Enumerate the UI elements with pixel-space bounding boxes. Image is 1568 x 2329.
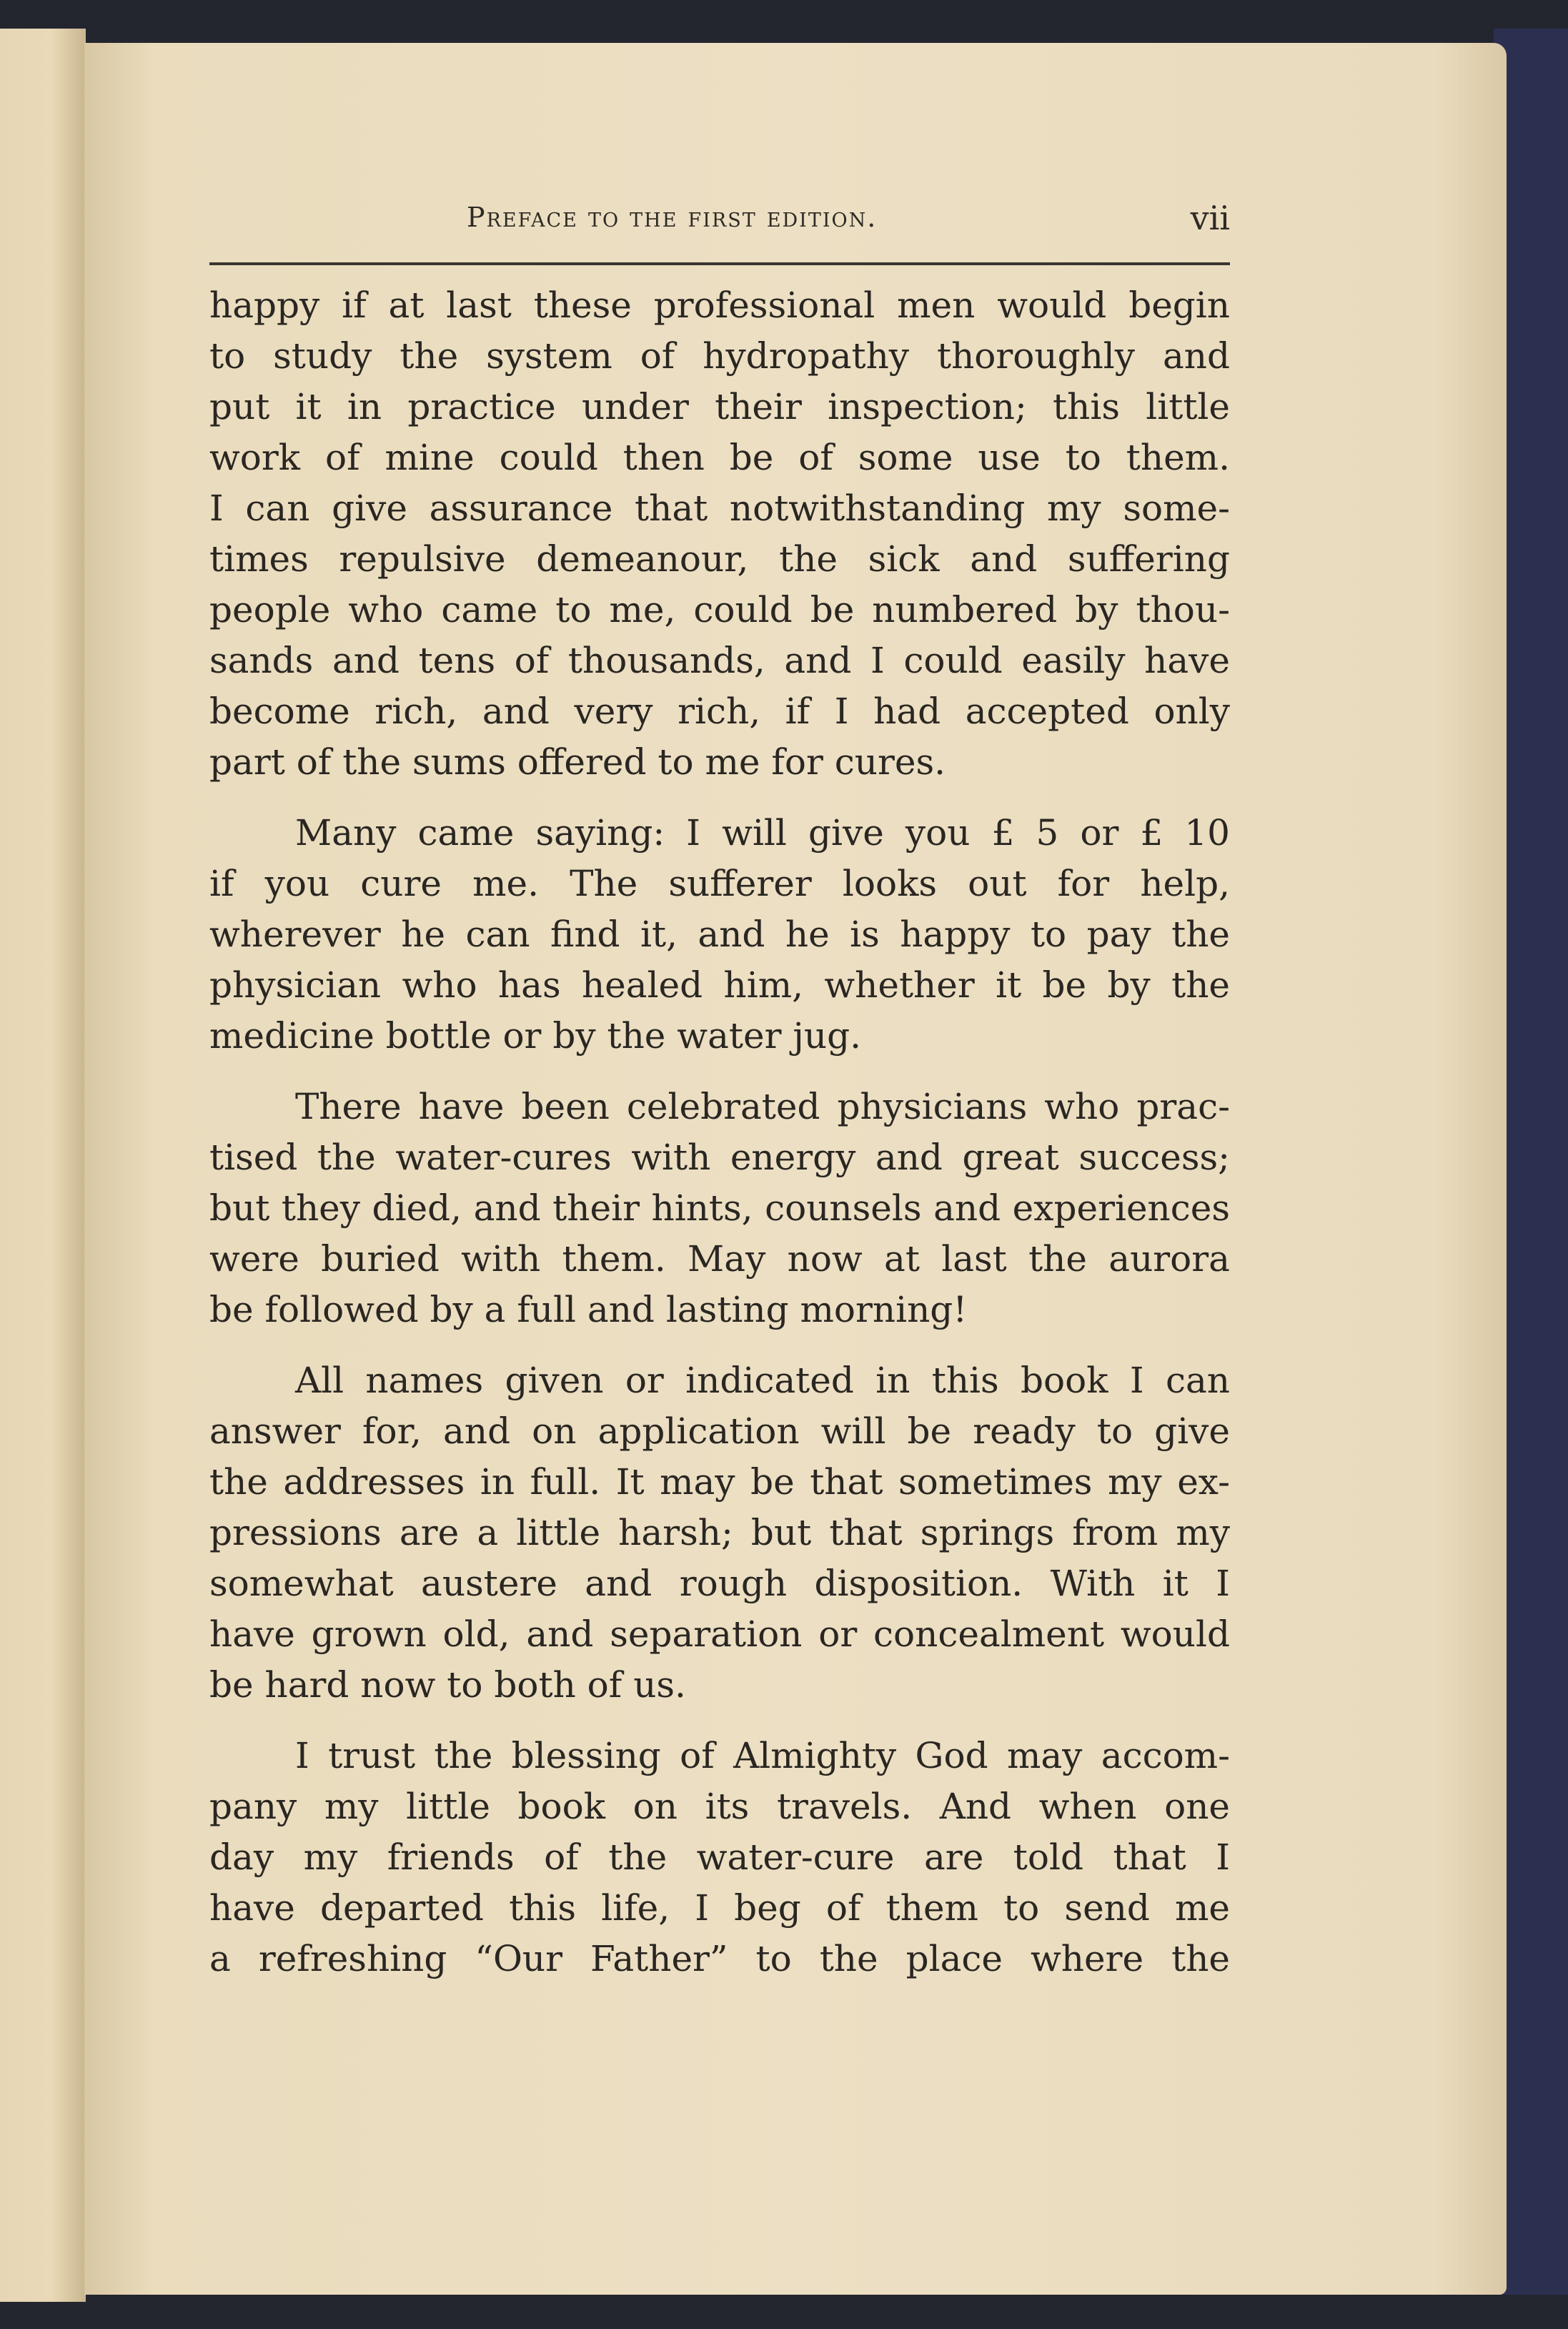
- text-line: have grown old, and separation or concealment would: [209, 1613, 1230, 1655]
- text-line: answer for, and on application will be ready to give: [209, 1410, 1230, 1452]
- body-text: [209, 280, 1230, 2004]
- text-line: All names given or indicated in this book I can: [295, 1360, 1230, 1401]
- text-line: tised the water-cures with energy and great success;: [209, 1137, 1230, 1178]
- text-line: become rich, and very rich, if I had accepted only: [209, 691, 1230, 732]
- text-line: be hard now to both of us.: [209, 1664, 686, 1706]
- text-line: Many came saying: I will give you £ 5 or £ 10: [295, 812, 1230, 854]
- paragraph: [209, 808, 1230, 1062]
- running-title: Preface to the first edition.: [467, 202, 878, 233]
- text-line: day my friends of the water-cure are told that I: [209, 1836, 1230, 1878]
- page-header: [209, 199, 1230, 244]
- text-line: There have been celebrated physicians who prac-: [295, 1086, 1230, 1127]
- text-line: the addresses in full. It may be that sometimes my ex-: [209, 1461, 1230, 1503]
- text-line: work of mine could then be of some use to them.: [209, 437, 1230, 478]
- header-rule: [209, 262, 1230, 265]
- text-line: pressions are a little harsh; but that springs from my: [209, 1512, 1230, 1553]
- text-line: happy if at last these professional men would begin: [209, 285, 1230, 326]
- text-line: put it in practice under their inspection; this little: [209, 386, 1230, 427]
- text-line: be followed by a full and lasting morning!: [209, 1289, 968, 1330]
- paragraph: [209, 1731, 1230, 1984]
- text-line: have departed this life, I beg of them to send me: [209, 1887, 1230, 1929]
- paragraph: [209, 1355, 1230, 1711]
- text-line: were buried with them. May now at last the aurora: [209, 1238, 1230, 1280]
- text-line: physician who has healed him, whether it be by the: [209, 964, 1230, 1006]
- text-line: if you cure me. The sufferer looks out for help,: [209, 863, 1230, 904]
- page-number: vii: [1190, 199, 1230, 237]
- paragraph: [209, 280, 1230, 788]
- text-line: part of the sums offered to me for cures.: [209, 741, 946, 783]
- text-line: pany my little book on its travels. And when one: [209, 1786, 1230, 1827]
- text-line: to study the system of hydropathy thoroughly and: [209, 335, 1230, 377]
- text-line: somewhat austere and rough disposition. With it I: [209, 1563, 1230, 1604]
- text-line: medicine bottle or by the water jug.: [209, 1015, 861, 1057]
- facing-page-edge: [0, 29, 86, 2302]
- text-line: people who came to me, could be numbered by thou-: [209, 589, 1230, 631]
- paragraph: [209, 1082, 1230, 1335]
- text-line: wherever he can find it, and he is happy to pay the: [209, 914, 1230, 955]
- text-line: times repulsive demeanour, the sick and suffering: [209, 538, 1230, 580]
- text-line: sands and tens of thousands, and I could easily have: [209, 640, 1230, 681]
- text-line: but they died, and their hints, counsels and experiences: [209, 1187, 1230, 1229]
- text-line: I trust the blessing of Almighty God may accom-: [295, 1735, 1230, 1776]
- text-line: a refreshing “Our Father” to the place where the: [209, 1938, 1230, 1979]
- text-line: I can give assurance that notwithstanding my some-: [209, 488, 1230, 529]
